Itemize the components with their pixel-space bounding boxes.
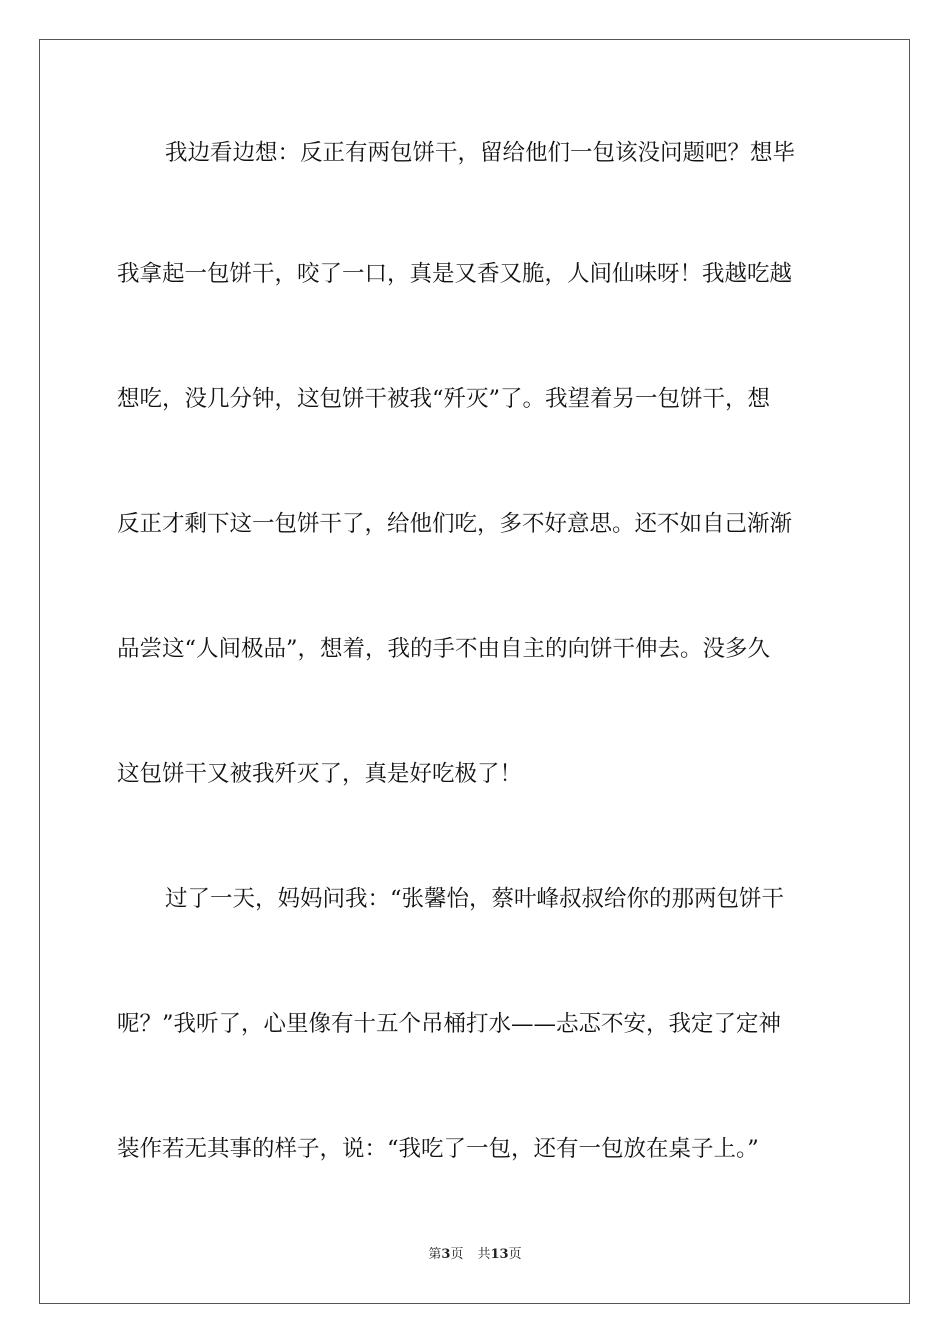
paragraph-line-4: 反正才剩下这一包饼干了，给他们吃，多不好意思。还不如自己渐渐 (117, 511, 793, 537)
paragraph-line-3: 想吃，没几分钟，这包饼干被我“歼灭”了。我望着另一包饼干，想 (117, 386, 771, 412)
page-border (39, 39, 910, 1304)
paragraph-line-9: 装作若无其事的样子，说：“我吃了一包，还有一包放在桌子上。” (117, 1136, 759, 1162)
total-prefix: 共 (477, 1247, 491, 1262)
paragraph-line-2: 我拿起一包饼干，咬了一口，真是又香又脆，人间仙味呀！我越吃越 (117, 261, 793, 287)
paragraph-line-8: 呢？”我听了，心里像有十五个吊桶打水——忐忑不安，我定了定神 (117, 1011, 782, 1037)
total-suffix: 页 (508, 1247, 522, 1262)
paragraph-line-6: 这包饼干又被我歼灭了，真是好吃极了！ (117, 761, 523, 787)
page-total: 13 (490, 1247, 509, 1262)
paragraph-line-7: 过了一天，妈妈问我：“张馨怡，蔡叶峰叔叔给你的那两包饼干 (165, 886, 785, 912)
page-prefix: 第 (428, 1247, 442, 1262)
paragraph-line-1: 我边看边想：反正有两包饼干，留给他们一包该没问题吧？想毕 (165, 140, 796, 166)
paragraph-line-5: 品尝这“人间极品”，想着，我的手不由自主的向饼干伸去。没多久 (117, 636, 771, 662)
page-current: 3 (441, 1247, 451, 1262)
page-footer (0, 1246, 950, 1264)
page-suffix: 页 (450, 1247, 464, 1262)
